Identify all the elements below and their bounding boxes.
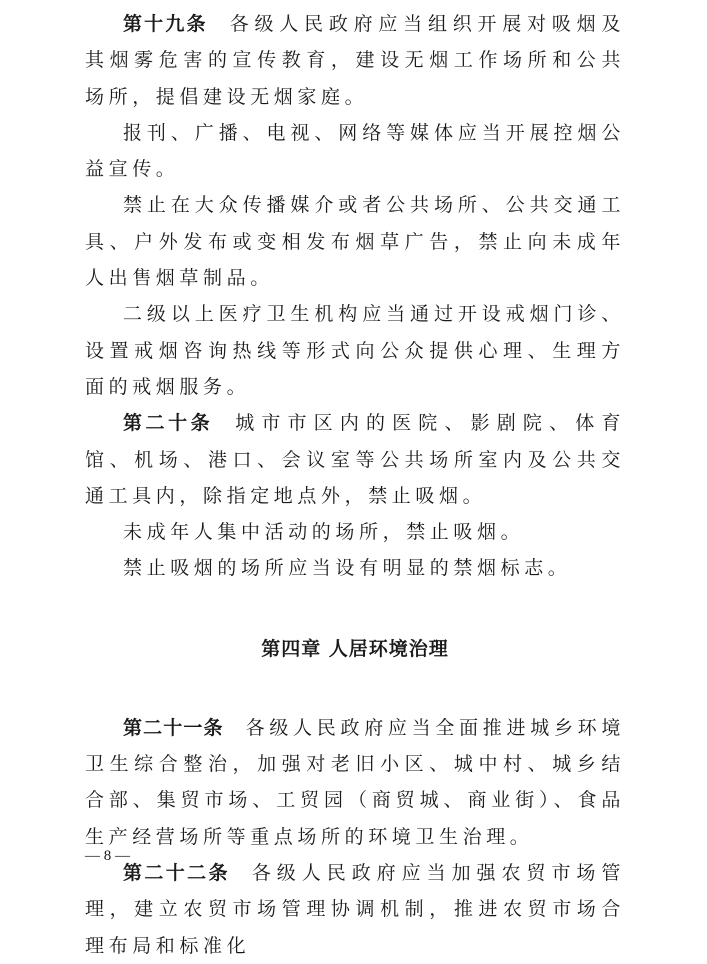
article-21-paragraph-1: [85, 710, 625, 855]
article-19-label: 第十九条: [123, 13, 208, 35]
article-19-paragraph-4: 二级以上医疗卫生机构应当通过开设戒烟门诊、设置戒烟咨询热线等形式向公众提供心理、生理方面的戒烟服务。: [85, 303, 625, 398]
chapter-heading: 第四章 人居环境治理: [261, 637, 449, 660]
article-20-label: 第二十条: [123, 412, 214, 435]
chapter-spacer-top: [85, 587, 625, 631]
article-19-paragraph-3: 禁止在大众传播媒介或者公共场所、公共交通工具、户外发布或变相发布烟草广告，禁止向未成年人出售烟草制品。: [85, 194, 625, 290]
chapter-spacer-bottom: [85, 667, 625, 710]
article-22-label: 第二十二条: [123, 861, 230, 884]
article-19-text-1: 各级人民政府应当组织开展对吸烟及其烟雾危害的宣传教育，建设无烟工作场所和公共场所，提倡建设无烟家庭。: [85, 13, 625, 108]
article-21-text-1: 各级人民政府应当全面推进城乡环境卫生综合整治，加强对老旧小区、城中村、城乡结合部、集贸市场、工贸园（商贸城、商业街）、食品生产经营场所等重点场所的环境卫生治理。: [85, 716, 625, 848]
article-20-paragraph-2: 未成年人集中活动的场所，禁止吸烟。: [123, 521, 525, 544]
article-19-paragraph-1: [85, 6, 625, 115]
article-21-label: 第二十一条: [123, 716, 224, 739]
article-20-text-1: 城市市区内的医院、影剧院、体育馆、机场、港口、会议室等公共场所室内及公共交通工具内，除指定地点外，禁止吸烟。: [85, 412, 625, 507]
article-20-paragraph-3: 禁止吸烟的场所应当设有明显的禁烟标志。: [123, 557, 572, 580]
article-22-text-1: 各级人民政府应当加强农贸市场管理，建立农贸市场管理协调机制，推进农贸市场合理布局和标准化: [85, 861, 625, 957]
document-page: [85, 6, 625, 964]
page-number: — 8 —: [85, 848, 130, 864]
article-22-paragraph-1: [85, 855, 625, 964]
article-19-paragraph-2: 报刊、广播、电视、网络等媒体应当开展控烟公益宣传。: [85, 121, 625, 181]
article-20-paragraph-1: [85, 405, 625, 514]
